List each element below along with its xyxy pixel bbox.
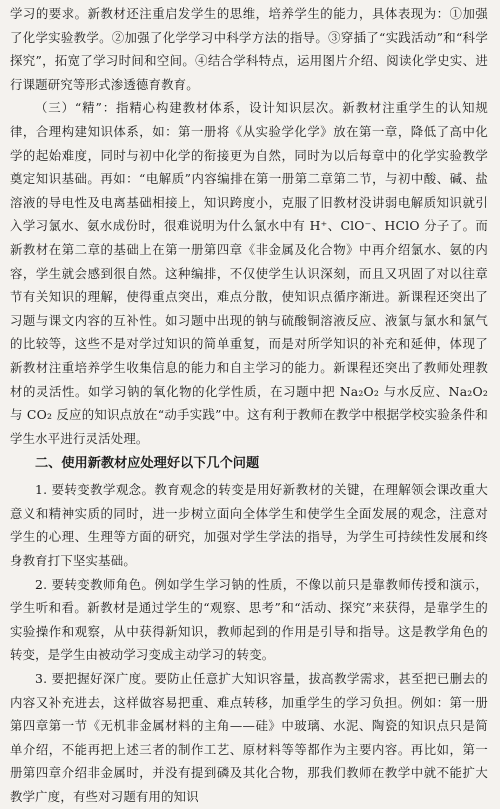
paragraph-section-three: （三）“精”：指精心构建教材体系，设计知识层次。新教材注重学生的认知规律，合理构建知识体系，如：第一册将《从实验学化学》放在第一章，降低了高中化学的起始难度，同时与初中化学的衔接更为自然，同时为以后每章中的化学实验教学奠定知识基础。再如：“电解质”内容编排在第一册第二章第二节，与初中酸、碱、盐溶液的导电性及电离基础相接上，知识跨度小，克服了旧教材没讲弱电解质知识就引入学习氯水、氨水成份时，很难说明为什么氯水中有 H⁺、ClO⁻、HClO 分子了。而新教材在第二章的基础上在第一册第四章《非金属及化合物》中再介绍氯水、氨的内容，学生就会感到很自然。这种编排，不仅使学生认识深刻，而且又巩固了对以往章节有关知识的理解，使得重点突出，难点分散，使知识点循序渐进。新课程还突出了习题与课文内容的互补性。如习题中出现的钠与硫酸铜溶液反应、液氯与氯水和氯气的比较等，这些不是对学过知识的简单重复，而是对所学知识的补充和延伸，体现了新教材注重培养学生收集信息的能力和自主学习的能力。新课程还突出了教师处理教材的灵活性。如学习钠的氧化物的化学性质，在习题中把 Na₂O₂ 与水反应、Na₂O₂ 与 CO₂ 反应的知识点放在“动手实践”中。这有利于教师在教学中根据学校实验条件和学生水平进行灵活处理。	[10, 100, 488, 446]
paragraph-item-3: 3. 要把握好深广度。要防止任意扩大知识容量，拔高教学需求，甚至把已删去的内容又补充进去，这样做容易把重、难点转移，加重学生的学习负担。例如：第一册第四章第一节《无机非金属材料的主角——硅》中玻璃、水泥、陶瓷的知识点只是简单介绍，不能再把上述三者的制作工艺、原材料等等都作为主要内容。再比如，第一册第四章介绍非金属时，并没有提到磷及其化合物，那我们教师在教学中就不能扩大教学广度，有些对习题有用的知识	[10, 671, 488, 804]
paragraph-item-2: 2. 要转变教师角色。例如学生学习钠的性质，不像以前只是靠教师传授和演示，学生听和看。新教材是通过学生的“观察、思考”和“活动、探究”来获得，是靠学生的实验操作和观察，从中获得新知识，教师起到的作用是引导和指导。这是教学角色的转变，是学生由被动学习变成主动学习的转变。	[10, 576, 488, 663]
paragraph-continued: 学习的要求。新教材还注重启发学生的思维，培养学生的能力，具体表现为：①加强了化学实验教学。②加强了化学学习中科学方法的指导。③穿插了“实践活动”和“科学探究”，拓宽了学习时间和空间。④结合学科特点，运用图片介绍、阅读化学史实、进行课题研究等形式渗透德育教育。	[10, 6, 488, 92]
paragraph-item-1: 1. 要转变教学观念。教育观念的转变是用好新教材的关键，在理解领会课改重大意义和精神实质的同时，进一步树立面向全体学生和使学生全面发展的观念，注意对学生的心理、生理等方面的研究，加强对学生学法的指导，为学生可持续性发展和终身教育打下坚实基础。	[10, 482, 488, 569]
section-heading: 二、使用新教材应处理好以下几个问题	[35, 456, 260, 472]
